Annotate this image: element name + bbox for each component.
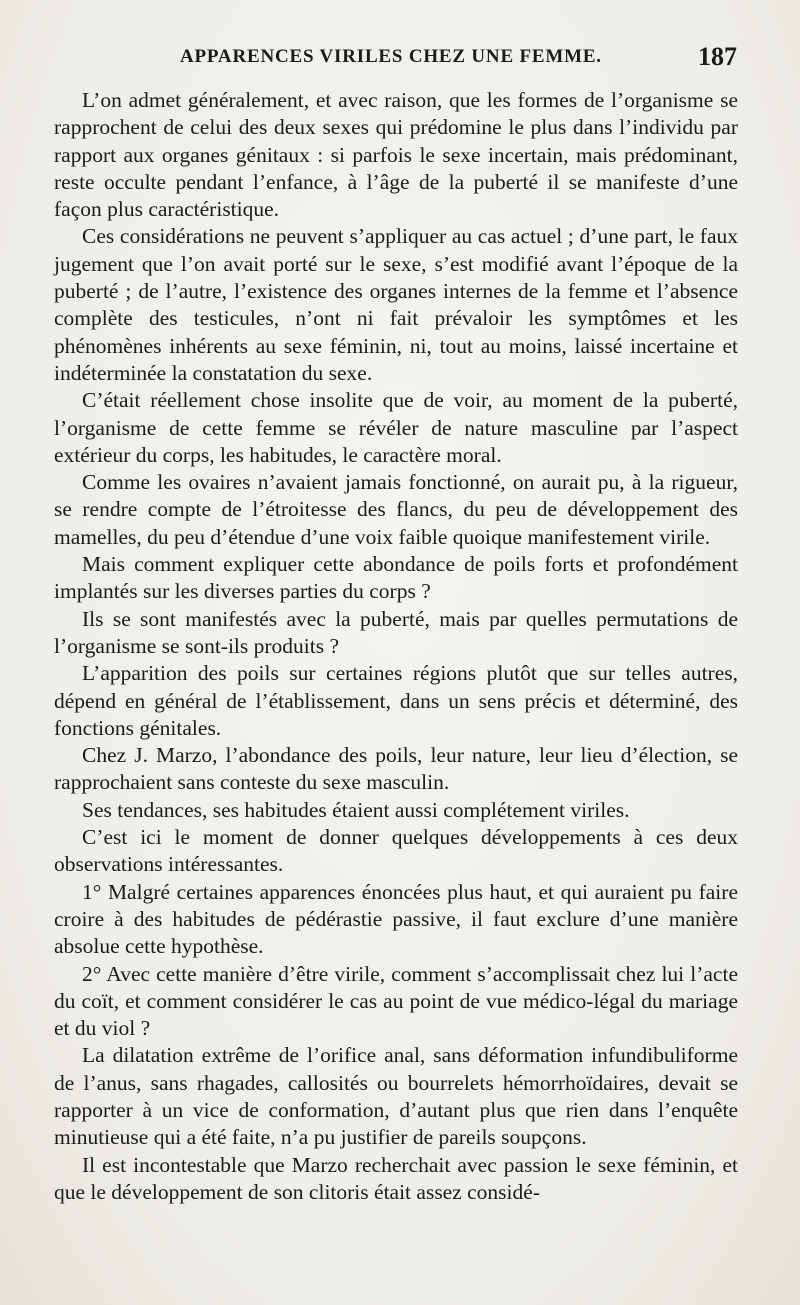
paragraph: Comme les ovaires n’avaient jamais fonctionné, on aurait pu, à la rigueur, se rendre compte de l’étroitesse des flancs, du peu de développement des mamelles, du peu d’étendue d’une voix faible quoique manifestement virile. — [54, 470, 738, 549]
paragraph: Ces considérations ne peuvent s’appliquer au cas actuel ; d’une part, le faux jugement que l’on avait porté sur le sexe, s’est modifié avant l’époque de la puberté ; de l’autre, l’existence des organes internes de la femme et l’absence complète des testicules, n’ont ni fait prévaloir les symptômes et les phénomènes inhérents au sexe féminin, ni, tout au moins, laissé incertaine et indéterminée la constatation du sexe. — [54, 224, 738, 385]
paragraph: Mais comment expliquer cette abondance de poils forts et profondément implantés sur les diverses parties du corps ? — [54, 552, 738, 604]
paragraph: L’on admet généralement, et avec raison, que les formes de l’organisme se rapprochent de celui des deux sexes qui prédomine le plus dans l’individu par rapport aux organes génitaux : si parfois le sexe incertain, mais prédominant, reste occulte pendant l’enfance, à l’âge de la puberté il se manifeste d’une façon plus caractéristique. — [54, 88, 738, 222]
paragraph: Il est incontestable que Marzo recherchait avec passion le sexe féminin, et que le développement de son clitoris était assez considé- — [54, 1152, 738, 1204]
paragraph: Chez J. Marzo, l’abondance des poils, leur nature, leur lieu d’élection, se rapprochaient sans conteste du sexe masculin. — [54, 743, 738, 795]
paragraph: 2° Avec cette manière d’être virile, comment s’accomplissait chez lui l’acte du coït, et comment considérer le cas au point de vue médico-légal du mariage et du viol ? — [54, 961, 738, 1041]
paragraph: C’est ici le moment de donner quelques développements à ces deux observations intéressantes. — [54, 825, 738, 877]
page-header — [0, 38, 800, 78]
body-text — [54, 87, 738, 1206]
paragraph: L’apparition des poils sur certaines régions plutôt que sur telles autres, dépend en général de l’établissement, dans un sens précis et déterminé, des fonctions génitales. — [54, 661, 738, 740]
paragraph: 1° Malgré certaines apparences énoncées plus haut, et qui auraient pu faire croire à des habitudes de pédérastie passive, il faut exclure d’une manière absolue cette hypothèse. — [54, 879, 738, 959]
paragraph: Ils se sont manifestés avec la puberté, mais par quelles permutations de l’organisme se sont-ils produits ? — [54, 606, 738, 658]
paragraph: La dilatation extrême de l’orifice anal, sans déformation infundibuliforme de l’anus, sans rhagades, callosités ou bourrelets hémorrhoïdaires, devait se rapporter à un vice de conformation, d’autant plus que rien dans l’enquête minutieuse qui a été faite, n’a pu justifier de pareils soupçons. — [54, 1043, 738, 1150]
page-number: 187 — [698, 42, 737, 71]
paragraph: C’était réellement chose insolite que de voir, au moment de la puberté, l’organisme de cette femme se révéler de nature masculine par l’aspect extérieur du corps, les habitudes, le caractère moral. — [54, 388, 738, 467]
paragraph: Ses tendances, ses habitudes étaient aussi complétement viriles. — [82, 797, 630, 822]
running-title: APPARENCES VIRILES CHEZ UNE FEMME. — [180, 46, 602, 67]
